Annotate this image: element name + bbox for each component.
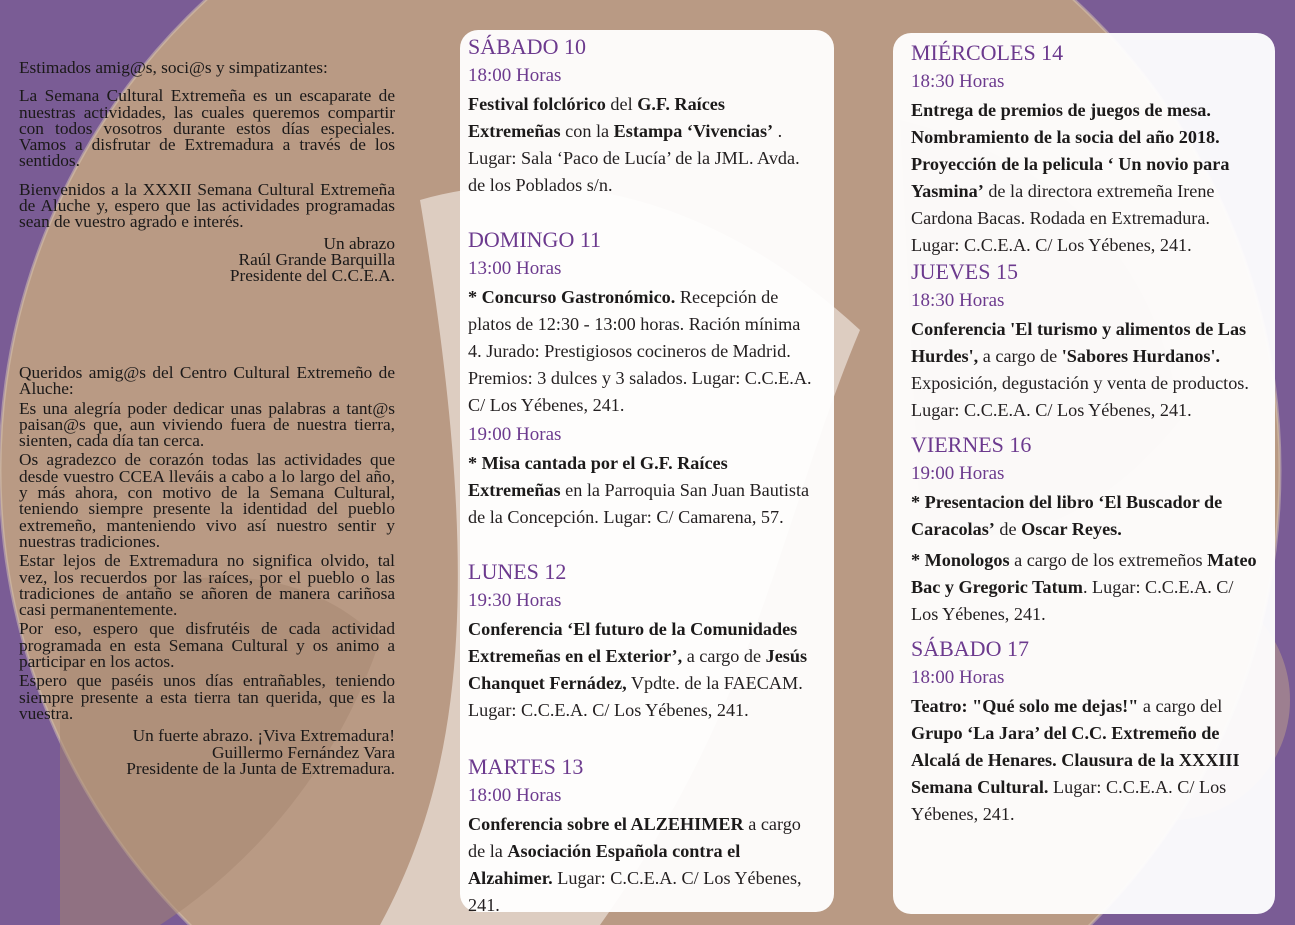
day-heading: MARTES 13 [468,754,584,779]
event-time: 18:00 Horas [468,785,562,806]
event-viernes-16 [911,432,1261,628]
event-time: 18:30 Horas [911,290,1005,311]
letter-paragraph: Es una alegría poder dedicar unas palabras a tant@s paisan@s que, aun viviendo fuera de nuestra tierra, sienten, cada día tan cerca. [19,398,395,451]
event-time: 19:00 Horas [911,463,1005,484]
letter-signature: Presidente de la Junta de Extremadura. [126,758,395,778]
day-heading: SÁBADO 17 [911,636,1029,661]
event-description: Teatro: "Qué solo me dejas!" a cargo del Grupo ‘La Jara’ del C.C. Extremeño de Alcalá de Henares. Clausura de la XXXIII Semana Cultural. Lugar: C.C.E.A. C/ Los Yébenes, 241. [911,696,1240,824]
event-time: 18:00 Horas [468,65,562,86]
event-time: 18:00 Horas [911,667,1005,688]
event-jueves-15 [911,259,1261,424]
day-heading: MIÉRCOLES 14 [911,40,1064,65]
letter-signature: Guillermo Fernández Vara [212,742,395,762]
welcome-signature: Un abrazo [323,233,395,253]
welcome-message [19,60,395,285]
event-description: * Presentacion del libro ‘El Buscador de Caracolas’ de Oscar Reyes. [911,492,1223,539]
day-heading: LUNES 12 [468,559,567,584]
welcome-greeting: Estimados amig@s, soci@s y simpatizantes: [19,58,328,77]
letter-signature: Un fuerte abrazo. ¡Viva Extremadura! [132,726,395,746]
day-heading: VIERNES 16 [911,432,1032,457]
day-heading: DOMINGO 11 [468,227,602,252]
event-description: * Misa cantada por el G.F. Raíces Extremeñas en la Parroquia San Juan Bautista de la Concepción. Lugar: C/ Camarena, 57. [468,453,810,527]
event-description: * Monologos a cargo de los extremeños Mateo Bac y Gregoric Tatum. Lugar: C.C.E.A. C/ Los Yébenes, 241. [911,550,1257,624]
event-time: 13:00 Horas [468,258,562,279]
day-heading: SÁBADO 10 [468,34,586,59]
letter-paragraph: Os agradezco de corazón todas las actividades que desde vuestro CCEA lleváis a cabo a lo largo del año, y más ahora, con motivo de la Semana Cultural, teniendo siempre presente la identidad del pueblo extremeño, manteniendo vivo así nuestro sentir y nuestras tradiciones. [19,450,395,551]
event-time: 19:30 Horas [468,590,562,611]
event-sabado-17 [911,636,1261,828]
welcome-paragraph: La Semana Cultural Extremeña es un escaparate de nuestras actividades, las cuales queremos compartir con todos vosotros durante estos días especiales. Vamos a disfrutar de Extremadura a través de los sentidos. [19,86,395,171]
letter-paragraph: Por eso, espero que disfrutéis de cada actividad programada en esta Semana Cultural y os animo a participar en los actos. [19,619,395,672]
event-time: 18:30 Horas [911,71,1005,92]
event-miercoles-14 [911,40,1261,259]
event-martes-13 [468,754,818,919]
welcome-paragraph: Bienvenidos a la XXXII Semana Cultural Extremeña de Aluche y, espero que las actividades programadas sean de vuestro agrado e interés. [19,179,395,232]
event-lunes-12 [468,559,818,724]
day-heading: JUEVES 15 [911,259,1018,284]
event-domingo-11 [468,227,818,531]
schedule-column-left [468,34,818,919]
event-description: Conferencia ‘El futuro de la Comunidades Extremeñas en el Exterior’, a cargo de Jesús Chanquet Fernádez, Vpdte. de la FAECAM. Lugar: C.C.E.A. C/ Los Yébenes, 241. [468,619,808,720]
letter-greeting: Queridos amig@s del Centro Cultural Extremeño de Aluche: [19,363,395,399]
schedule-column-right [911,40,1261,828]
welcome-signature: Raúl Grande Barquilla [238,249,395,269]
letter-paragraph: Espero que paséis unos días entrañables, teniendo siempre presente a esta tierra tan querida, que es la vuestra. [19,671,395,723]
event-location: Lugar: C.C.E.A. C/ Los Yébenes, 241. [911,235,1192,255]
event-description: Entrega de premios de juegos de mesa. Nombramiento de la socia del año 2018. Proyección de la pelicula ‘ Un novio para Yasmina’ de la directora extremeña Irene Cardona Bacas. Rodada en Extremadura. [911,100,1230,228]
event-description: * Concurso Gastronómico. Recepción de platos de 12:30 - 13:00 horas. Ración mínima 4. Jurado: Prestigiosos cocineros de Madrid. Premios: 3 dulces y 3 salados. Lugar: C.C.E.A. C/ Los Yébenes, 241. [468,287,812,415]
event-time: 19:00 Horas [468,424,562,445]
welcome-signature: Presidente del C.C.E.A. [229,266,395,286]
event-sabado-10 [468,34,818,199]
president-letter [19,365,395,777]
event-description: Conferencia sobre el ALZEHIMER a cargo de la Asociación Española contra el Alzahimer. Lugar: C.C.E.A. C/ Los Yébenes, 241. [468,814,802,915]
letter-paragraph: Estar lejos de Extremadura no significa olvido, tal vez, los recuerdos por las raíces, por el pueblo o las tradiciones de antaño se añoren de manera cariñosa casi permanentemente. [19,551,395,620]
event-description: Conferencia 'El turismo y alimentos de Las Hurdes', a cargo de 'Sabores Hurdanos'. Exposición, degustación y venta de productos. Lugar: C.C.E.A. C/ Los Yébenes, 241. [911,319,1249,420]
event-description: Festival folclórico del G.F. Raíces Extremeñas con la Estampa ‘Vivencias’ . Lugar: Sala ‘Paco de Lucía’ de la JML. Avda. de los Poblados s/n. [468,94,800,195]
